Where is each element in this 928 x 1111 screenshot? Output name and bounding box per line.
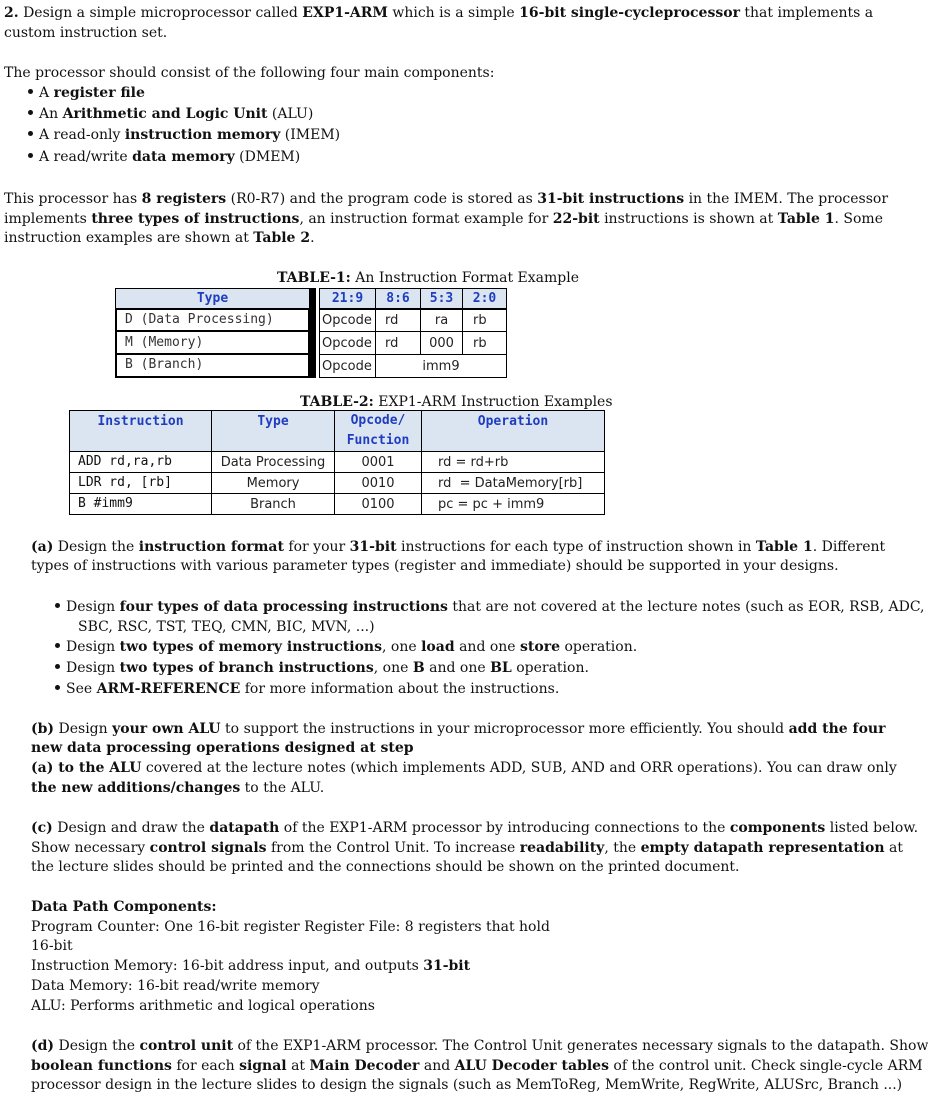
table1-type-header: Type [115,288,310,309]
part-d-line-2: boolean functions for each signal at Main Decoder and ALU Decoder tables of the control unit. Check single-cycle ARM [31,1058,923,1074]
table1-cell: Opcode [319,354,376,378]
component-item: A register file [28,84,145,103]
component-line: Instruction Memory: 16-bit address input, and outputs 31-bit [31,958,471,974]
part-b-line-2: new data processing operations designed at step [31,740,414,756]
table2-opcode: 0100 [334,493,422,515]
table1-bit-header: 5:3 [420,288,463,309]
part-b-line-1: (b) Design your own ALU to support the instructions in your microprocessor more efficiently. You should add the four [31,721,886,737]
component-line: Data Memory: 16-bit read/write memory [31,978,320,994]
bullet-icon [55,685,60,690]
table2-type: Branch [211,493,335,515]
intro-line-1: 2. Design a simple microprocessor called EXP1-ARM which is a simple 16-bit single-cycleprocessor that implements a [4,5,874,21]
part-b-line-4: the new additions/changes to the ALU. [31,780,325,796]
table1-cell: imm9 [375,354,507,378]
table1-bit-header: 21:9 [319,288,376,309]
components-intro: The processor should consist of the following four main components: [4,65,495,81]
table2-instruction: LDR rd, [rb] [69,472,212,494]
table2-caption: TABLE-2: EXP1-ARM Instruction Examples [300,394,613,410]
processor-desc-line-2: implements three types of instructions, an instruction format example for 22-bit instructions is shown at Table 1. Some [4,211,883,227]
bullet-icon [28,153,33,158]
part-a-bullet-continuation: SBC, RSC, TST, TEQ, CMN, BIC, MVN, ...) [78,619,375,635]
table2-header-operation: Operation [421,410,605,452]
part-c-line-2: Show necessary control signals from the Control Unit. To increase readability, the empty datapath representation at [31,840,903,856]
part-a-line-1: (a) Design the instruction format for your 31-bit instructions for each type of instruction shown in Table 1. Different [31,539,886,555]
bullet-icon [28,89,33,94]
processor-desc-line-1: This processor has 8 registers (R0-R7) and the program code is stored as 31-bit instructions in the IMEM. The processor [4,191,889,207]
component-item: An Arithmetic and Logic Unit (ALU) [28,105,313,124]
table2-type: Data Processing [211,451,335,473]
table1-cell: rb [462,331,507,355]
table2 [69,410,605,515]
part-c-line-1: (c) Design and draw the datapath of the EXP1-ARM processor by introducing connections to the components listed below. [31,820,919,836]
part-a-line-2: types of instructions with various parameter types (register and immediate) should be supported in your designs. [31,558,839,574]
processor-desc-line-3: instruction examples are shown at Table 2. [4,230,315,246]
table1-cell: ra [420,309,463,332]
table1-row-type: M (Memory) [115,332,310,355]
table1-caption: TABLE-1: An Instruction Format Example [277,270,580,286]
part-d-line-1: (d) Design the control unit of the EXP1-ARM processor. The Control Unit generates necessary signals to the datapath. Show [31,1038,928,1054]
table1-row-type: D (Data Processing) [115,309,310,332]
table1-bit-header: 2:0 [462,288,507,309]
table1-cell: rd [375,331,421,355]
component-item: A read-only instruction memory (IMEM) [28,126,340,145]
component-line: ALU: Performs arithmetic and logical operations [31,998,375,1014]
part-a-bullet: See ARM-REFERENCE for more information about the instructions. [55,680,559,699]
table2-instruction: B #imm9 [69,493,212,515]
table1-cell: Opcode [319,331,376,355]
part-d-line-3: processor design in the lecture slides to design the signals (such as MemToReg, MemWrite, RegWrite, ALUSrc, Branch ...) [31,1077,903,1093]
table1-cell: 000 [420,331,463,355]
table2-header-opcode: Opcode/ Function [334,410,422,452]
part-a-bullet: Design two types of branch instructions, one B and one BL operation. [55,659,589,678]
table1-row-type: B (Branch) [115,355,310,378]
table2-type: Memory [211,472,335,494]
component-item: A read/write data memory (DMEM) [28,148,300,167]
table1-bit-header: 8:6 [375,288,421,309]
table2-operation: rd = rd+rb [421,451,605,473]
question-number: 2. [4,5,19,21]
part-c-line-3: the lecture slides should be printed and the connections should be shown on the printed document. [31,859,740,875]
part-a-bullet: Design two types of memory instructions, one load and one store operation. [55,638,637,657]
component-line: 16-bit [31,938,73,954]
table1-cell: Opcode [319,309,376,332]
table1-cell: rd [375,309,421,332]
bullet-icon [28,110,33,115]
table2-operation: rd = DataMemory[rb] [421,472,605,494]
part-a-bullet: Design four types of data processing instructions that are not covered at the lecture notes (such as EOR, RSB, ADC, [55,598,924,617]
table2-instruction: ADD rd,ra,rb [69,451,212,473]
table1-cell: rb [462,309,507,332]
table2-opcode: 0010 [334,472,422,494]
table2-operation: pc = pc + imm9 [421,493,605,515]
part-b-line-3: (a) to the ALU covered at the lecture notes (which implements ADD, SUB, AND and ORR operations). You can draw only [31,760,897,776]
component-line: Program Counter: One 16-bit register Register File: 8 registers that hold [31,919,550,935]
bullet-icon [55,643,60,648]
table1 [115,288,507,378]
table2-header-type: Type [211,410,335,452]
table1-separator [310,288,316,378]
bullet-icon [28,131,33,136]
table2-opcode: 0001 [334,451,422,473]
bullet-icon [55,603,60,608]
components-title: Data Path Components: [31,899,217,915]
table2-header-instruction: Instruction [69,410,212,452]
intro-line-2: custom instruction set. [4,25,168,41]
bullet-icon [55,664,60,669]
